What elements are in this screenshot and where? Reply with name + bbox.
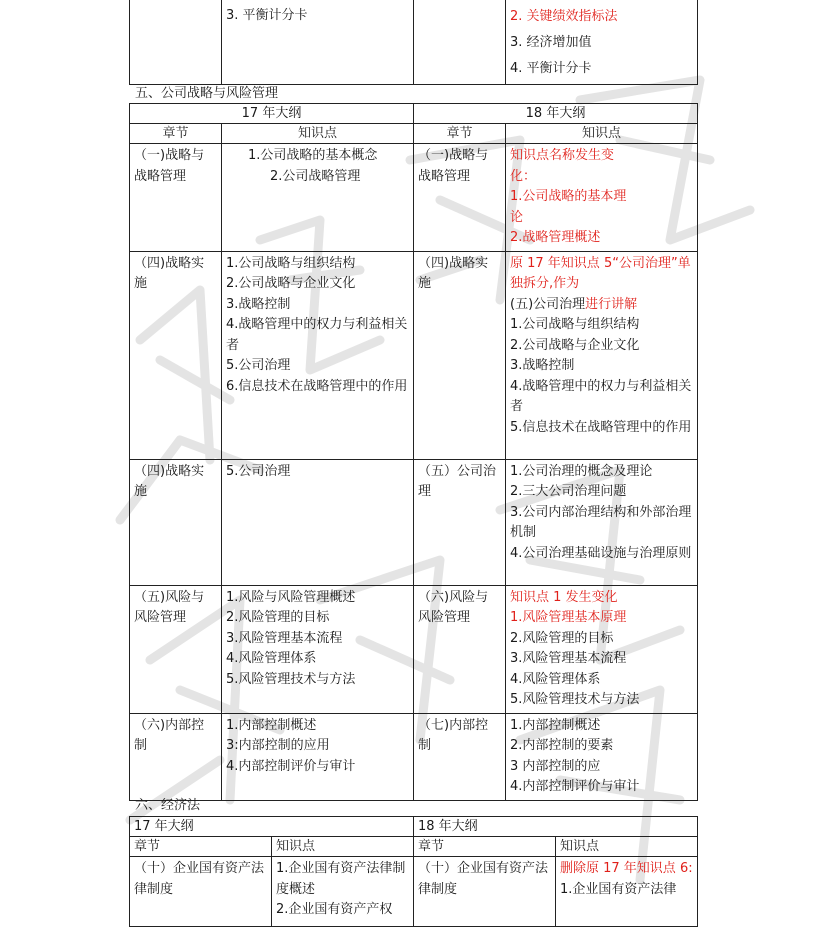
chapter-cell: （六)内部控制: [130, 713, 222, 800]
governance-prefix: (五)公司治理: [510, 296, 586, 312]
knowledge-item: 1.公司战略的基本概念: [248, 148, 378, 163]
knowledge-item: 1.企业国有资产法律: [560, 881, 677, 897]
knowledge-item: 2.内部控制的要素: [510, 738, 614, 753]
knowledge-item: 4.风险管理体系: [510, 671, 601, 687]
top-cell-empty-1: [130, 0, 222, 85]
knowledge-cell: [506, 144, 698, 252]
knowledge-item: 知识点名称发生变化：: [510, 148, 615, 184]
section5-title: 五、公司战略与风险管理: [135, 86, 279, 101]
chapter-cell: （一)战略与战略管理: [414, 144, 506, 252]
knowledge-item: 3.战略控制: [226, 296, 291, 312]
knowledge-item: 4.风险管理体系: [226, 651, 317, 666]
s6-col-chapter-18: 章节: [414, 837, 556, 857]
col-chapter-18: 章节: [414, 124, 506, 144]
knowledge-item: 1.公司治理的概念及理论: [510, 463, 653, 479]
chapter-cell: （四)战略实施: [414, 251, 506, 459]
knowledge-item: 5.信息技术在战略管理中的作用: [510, 419, 692, 435]
knowledge-item: 2.公司战略与企业文化: [510, 337, 640, 353]
col-knowledge-18: 知识点: [506, 124, 698, 144]
knowledge-item: 1.风险管理基本原理: [510, 610, 627, 625]
top-right-line: 2. 关键绩效指标法: [510, 9, 618, 24]
knowledge-item: 2.公司战略与企业文化: [226, 276, 356, 291]
knowledge-item: 3.风险管理基本流程: [510, 651, 627, 666]
col-chapter-17: 章节: [130, 124, 222, 144]
knowledge-item: 3.公司内部治理结构和外部治理机制: [510, 504, 692, 540]
knowledge-item: 2.企业国有资产产权: [276, 902, 393, 917]
section5-table: [129, 103, 698, 801]
top-left-text: 3. 平衡计分卡: [226, 8, 308, 23]
governance-red-part: 进行讲解: [585, 296, 638, 312]
s6-header-18: 18 年大纲: [414, 817, 698, 837]
knowledge-cell: [222, 459, 414, 585]
knowledge-cell: [506, 713, 698, 800]
knowledge-item: 5.公司治理: [226, 463, 291, 479]
knowledge-item: 删除原 17 年知识点 6:: [560, 861, 693, 876]
top-table: [129, 0, 698, 85]
knowledge-cell: [222, 713, 414, 800]
knowledge-item: 4.战略管理中的权力与利益相关者: [510, 378, 692, 414]
header-18: 18 年大纲: [414, 104, 698, 124]
knowledge-cell: [556, 857, 698, 927]
knowledge-item: 1.内部控制概述: [226, 717, 317, 733]
knowledge-item: 5.风险管理技术与方法: [226, 671, 356, 687]
top-right-line: 4. 平衡计分卡: [510, 61, 592, 76]
knowledge-cell: [222, 144, 414, 252]
chapter-cell: （四)战略实施: [130, 459, 222, 585]
knowledge-item: 1.风险与风险管理概述: [226, 589, 356, 605]
chapter-cell: （一)战略与战略管理: [130, 144, 222, 252]
s6-col-chapter-17: 章节: [130, 837, 272, 857]
knowledge-item: 1.公司战略的基本理论: [510, 189, 627, 225]
section6-table: [129, 816, 698, 927]
top-right-line: 3. 经济增加值: [510, 35, 592, 50]
knowledge-item: 1.公司战略与组织结构: [510, 317, 640, 332]
knowledge-item: 原 17 年知识点 5“公司治理”单独拆分,作为: [510, 255, 691, 291]
knowledge-item: 1.公司战略与组织结构: [226, 255, 356, 271]
knowledge-item: 2.公司战略管理: [270, 168, 361, 184]
top-left-knowledge: [222, 0, 414, 85]
knowledge-cell: [506, 251, 698, 459]
chapter-cell: （四)战略实施: [130, 251, 222, 459]
knowledge-item: 4.战略管理中的权力与利益相关者: [226, 317, 408, 353]
s6-col-knowledge-17: 知识点: [272, 837, 414, 857]
chapter-cell: （十）企业国有资产法律制度: [130, 857, 272, 927]
knowledge-item: 3 内部控制的应: [510, 758, 601, 774]
knowledge-item: 3.战略控制: [510, 358, 575, 373]
knowledge-cell: [222, 585, 414, 713]
knowledge-item: 5.公司治理: [226, 358, 291, 373]
knowledge-item: 5.风险管理技术与方法: [510, 692, 640, 707]
knowledge-item: 4.内部控制评价与审计: [226, 758, 356, 774]
knowledge-item: 2.风险管理的目标: [226, 610, 330, 625]
knowledge-item: 3:内部控制的应用: [226, 738, 330, 753]
top-cell-empty-2: [414, 0, 506, 85]
knowledge-item: 4.公司治理基础设施与治理原则: [510, 545, 692, 561]
knowledge-item: 2.三大公司治理问题: [510, 484, 627, 499]
knowledge-item: 2.战略管理概述: [510, 230, 601, 245]
knowledge-item: 3.风险管理基本流程: [226, 630, 343, 646]
section6-title: 六、经济法: [135, 798, 201, 813]
header-17: 17 年大纲: [130, 104, 414, 124]
s6-header-17: 17 年大纲: [130, 817, 414, 837]
s6-col-knowledge-18: 知识点: [556, 837, 698, 857]
knowledge-item: 知识点 1 发生变化: [510, 589, 618, 605]
knowledge-cell: [222, 251, 414, 459]
knowledge-cell: [272, 857, 414, 927]
knowledge-cell: [506, 459, 698, 585]
chapter-cell: （六)风险与风险管理: [414, 585, 506, 713]
knowledge-item: 6.信息技术在战略管理中的作用: [226, 378, 408, 394]
knowledge-item: 2.风险管理的目标: [510, 630, 614, 646]
col-knowledge-17: 知识点: [222, 124, 414, 144]
knowledge-item: 4.内部控制评价与审计: [510, 779, 640, 794]
chapter-cell: （五)风险与风险管理: [130, 585, 222, 713]
top-right-knowledge: [506, 0, 698, 85]
knowledge-cell: [506, 585, 698, 713]
knowledge-item: 1.内部控制概述: [510, 717, 601, 733]
knowledge-item: [510, 295, 693, 316]
chapter-cell: （七)内部控制: [414, 713, 506, 800]
knowledge-item: 1.企业国有资产法律制度概述: [276, 861, 406, 897]
chapter-cell: （十）企业国有资产法律制度: [414, 857, 556, 927]
chapter-cell: （五）公司治理: [414, 459, 506, 585]
